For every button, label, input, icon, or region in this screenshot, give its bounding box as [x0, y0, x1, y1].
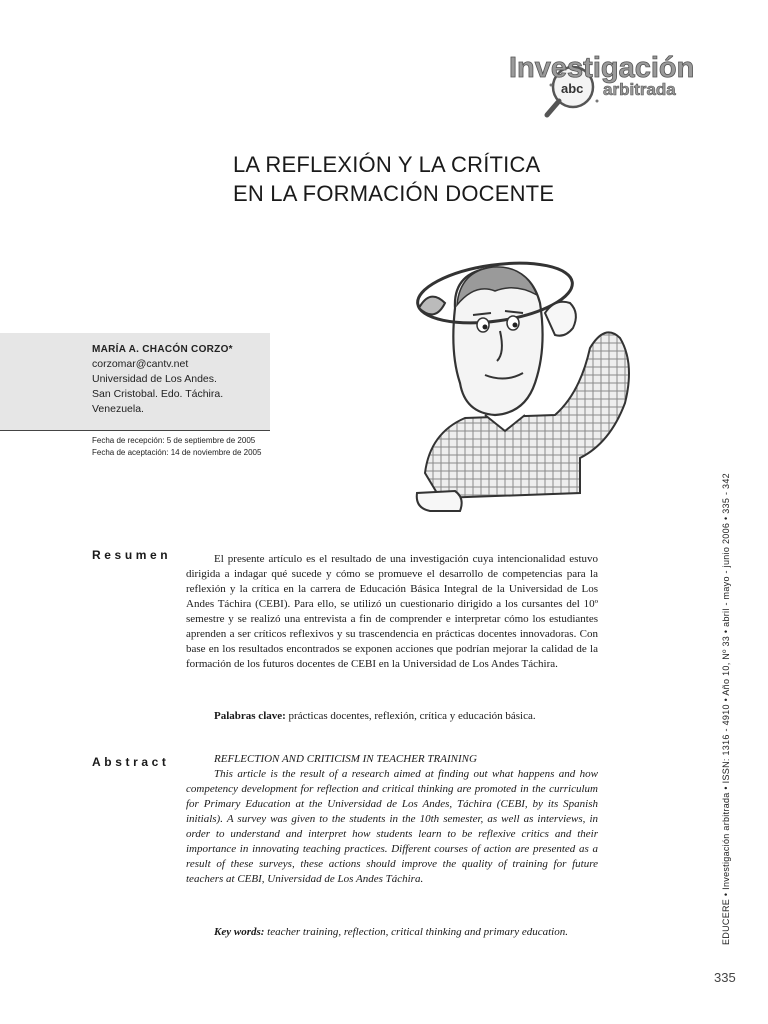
resumen-keywords: [186, 709, 598, 724]
logo-badge: abc: [561, 81, 584, 96]
author-email[interactable]: corzomar@cantv.net: [92, 358, 189, 370]
author-country: Venezuela.: [92, 403, 144, 415]
author-name: MARÍA A. CHACÓN CORZO*: [92, 344, 233, 355]
abstract-body: [186, 752, 598, 887]
author-affiliation: Universidad de Los Andes.: [92, 373, 217, 385]
keywords-value: prácticas docentes, reflexión, crítica y educación básica.: [288, 710, 536, 722]
date-received: Fecha de recepción: 5 de septiembre de 2005: [92, 436, 256, 445]
article-title: [233, 150, 573, 208]
logo-word-1: Investigación: [509, 52, 695, 84]
title-line-1: LA REFLEXIÓN Y LA CRÍTICA: [233, 152, 541, 177]
journal-sidebar: EDUCERE • Investigación arbitrada • ISSN: 1316 - 4910 • Año 10, Nº 33 • abril - mayo - junio 2006 • 335 - 342: [721, 473, 731, 945]
resumen-text: El presente artículo es el resultado de una investigación cuya intencionalidad estuvo dirigida a indagar qué sucede y cómo se promueve el desarrollo de competencias para la reflexión y la crítica en la carrera de Educación Básica Integral de la Universidad de Los Andes Táchira (CEBI). Para ello, se utilizó un cuestionario dirigido a los cursantes del 10º semestre y se realizó una entrevista a fin de comprender e interpretar cómo los estudiantes aprenden a ser críticos reflexivos y su trascendencia en prácticas docentes innovadoras. Con base en los resultados encontrados se exponen acciones que podrían mejorar la calidad de la formación de los futuros docentes de CEBI en la Universidad de Los Andes Táchira.: [186, 553, 598, 670]
keywords-label-en: Key words:: [214, 926, 265, 938]
resumen-body: [186, 552, 598, 672]
resumen-label: Resumen: [92, 548, 172, 562]
abstract-label: Abstract: [92, 755, 170, 769]
journal-logo: [505, 45, 705, 127]
author-info: [92, 342, 233, 417]
abstract-text: This article is the result of a research aimed at finding out what happens and how competency development for reflection and critical thinking are promoted in the curriculum for Primary Education at the Universidad de Los Andes, Táchira (CEBI, by its Spanish initials). A survey was given to the students in the 10th semester, as well as interviews, in order to understand and interpret how students learn to be reflexive critics and their importance in innovating teaching practices. Different courses of action are presented as a result of these surveys, these actions should improve the quality of training for future teachers at CEBI, Universidad de Los Andes Táchira.: [186, 768, 598, 885]
page-number: 335: [714, 970, 736, 985]
article-dates: [92, 435, 261, 459]
title-line-2: EN LA FORMACIÓN DOCENTE: [233, 181, 555, 206]
abstract-title: REFLECTION AND CRITICISM IN TEACHER TRAINING: [214, 753, 477, 765]
keywords-value-en: teacher training, reflection, critical thinking and primary education.: [267, 926, 568, 938]
author-city: San Cristobal. Edo. Táchira.: [92, 388, 224, 400]
author-divider: [0, 430, 270, 431]
abstract-keywords: [186, 925, 598, 940]
thinking-student-illustration: [405, 243, 640, 518]
logo-word-2: arbitrada: [603, 80, 676, 99]
date-accepted: Fecha de aceptación: 14 de noviembre de 2005: [92, 448, 262, 457]
keywords-label: Palabras clave:: [214, 710, 286, 722]
